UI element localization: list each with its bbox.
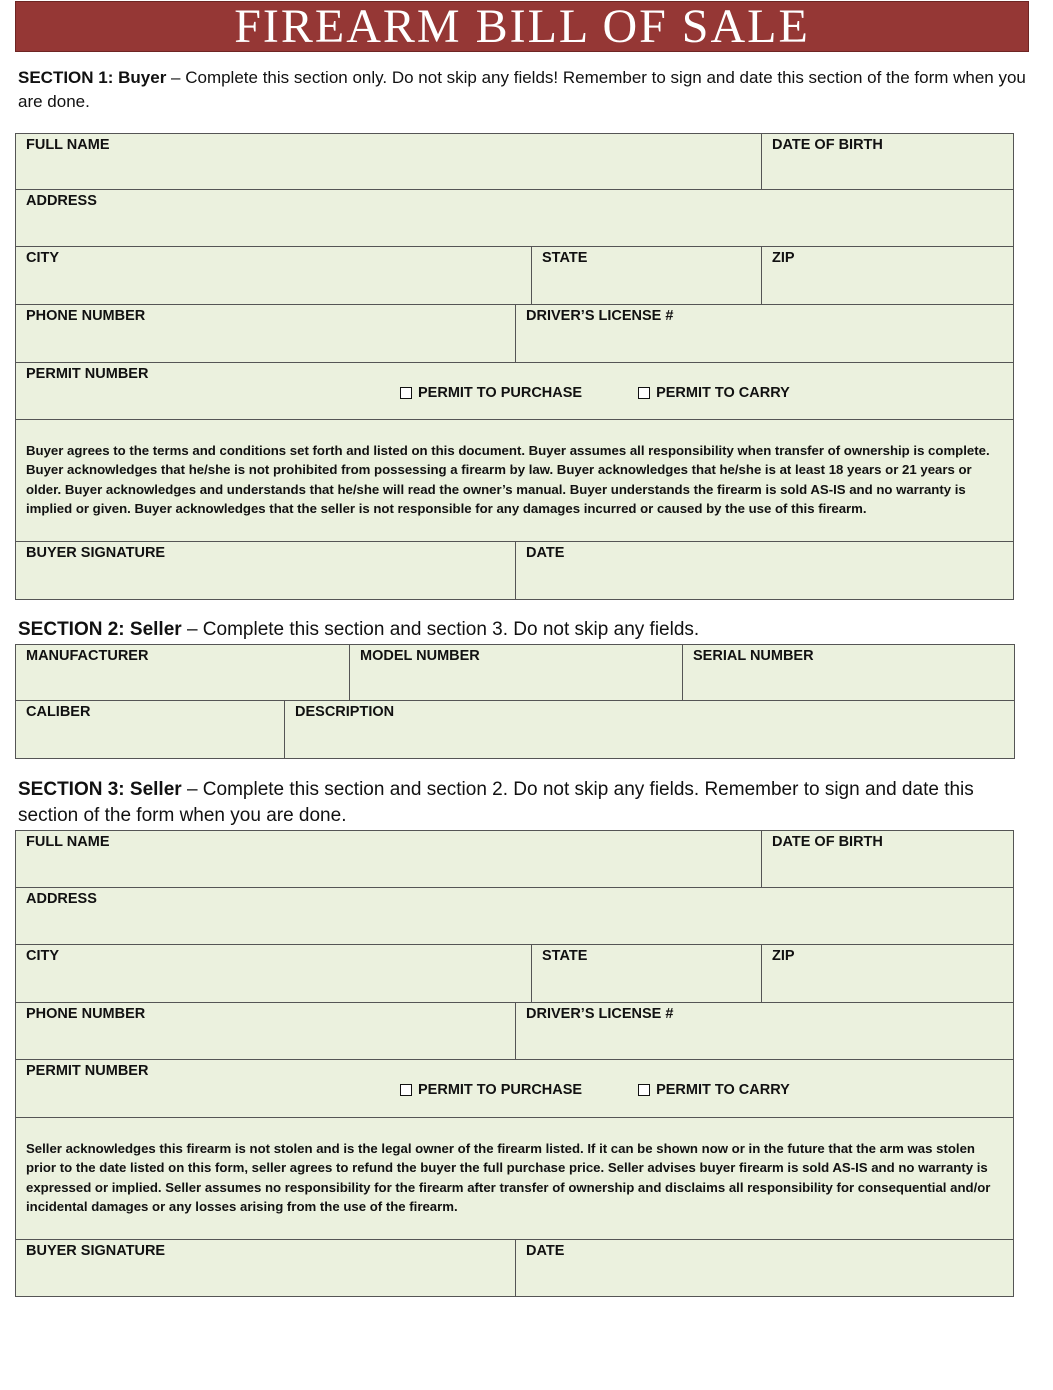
seller-address-label: ADDRESS bbox=[26, 891, 97, 907]
seller-permit-options bbox=[400, 1082, 790, 1098]
section1-heading bbox=[18, 66, 1048, 114]
seller-permit-to-carry-checkbox[interactable] bbox=[638, 1084, 650, 1096]
buyer-permit-to-purchase-checkbox[interactable] bbox=[400, 387, 412, 399]
buyer-full-name-label: FULL NAME bbox=[26, 137, 110, 153]
seller-date-label: DATE bbox=[526, 1243, 565, 1259]
description-label: DESCRIPTION bbox=[295, 704, 395, 720]
caliber-field[interactable] bbox=[16, 701, 284, 758]
seller-permit-number-label: PERMIT NUMBER bbox=[26, 1063, 149, 1079]
seller-phone-label: PHONE NUMBER bbox=[26, 1006, 146, 1022]
buyer-permit-to-carry-label: PERMIT TO CARRY bbox=[656, 385, 790, 401]
buyer-dob-field[interactable] bbox=[761, 134, 1013, 189]
buyer-license-label: DRIVER’S LICENSE # bbox=[526, 308, 674, 324]
seller-state-label: STATE bbox=[542, 948, 588, 964]
buyer-permit-to-carry-checkbox[interactable] bbox=[638, 387, 650, 399]
section2-heading bbox=[18, 617, 699, 643]
buyer-address-label: ADDRESS bbox=[26, 193, 97, 209]
buyer-state-label: STATE bbox=[542, 250, 588, 266]
buyer-permit-to-purchase-option[interactable] bbox=[400, 385, 582, 401]
seller-city-field[interactable] bbox=[16, 945, 531, 1002]
buyer-state-field[interactable] bbox=[531, 247, 761, 304]
buyer-full-name-field[interactable] bbox=[16, 134, 761, 189]
seller-form bbox=[15, 830, 1014, 1297]
section3-heading-instructions: – Complete this section and section 2. Do not skip any fields. Remember to sign and date this section of the form when you are done. bbox=[18, 779, 974, 826]
buyer-signature-field[interactable] bbox=[16, 542, 515, 599]
manufacturer-field[interactable] bbox=[16, 645, 349, 700]
buyer-phone-field[interactable] bbox=[16, 305, 515, 362]
seller-permit-to-purchase-label: PERMIT TO PURCHASE bbox=[418, 1082, 583, 1098]
seller-permit-number-field[interactable] bbox=[16, 1060, 1013, 1117]
seller-state-field[interactable] bbox=[531, 945, 761, 1002]
buyer-address-field[interactable] bbox=[16, 190, 1013, 246]
buyer-signature-label: BUYER SIGNATURE bbox=[26, 545, 166, 561]
model-number-label: MODEL NUMBER bbox=[360, 648, 480, 664]
buyer-license-field[interactable] bbox=[515, 305, 1013, 362]
buyer-city-field[interactable] bbox=[16, 247, 531, 304]
seller-permit-to-purchase-option[interactable] bbox=[400, 1082, 582, 1098]
buyer-date-field[interactable] bbox=[515, 542, 1013, 599]
section3-heading-label: SECTION 3: Seller bbox=[18, 779, 182, 800]
firearm-form bbox=[15, 644, 1015, 759]
title-banner bbox=[15, 1, 1029, 52]
buyer-city-label: CITY bbox=[26, 250, 60, 266]
seller-date-field[interactable] bbox=[515, 1240, 1013, 1296]
seller-license-field[interactable] bbox=[515, 1003, 1013, 1059]
buyer-permit-number-field[interactable] bbox=[16, 363, 1013, 419]
buyer-terms-text: Buyer agrees to the terms and conditions set forth and listed on this document. Buyer assumes all responsibility when transfer of ownership is complete. Buyer acknowledges that he/she is not prohibited from possessing a firearm by law. Buyer acknowledges that he/she is at least 18 years or 21 years or older. Buyer acknowledges and understands that he/she will read the owner’s manual. Buyer understands the firearm is sold AS-IS and no warranty is implied or given. Buyer acknowledges that the seller is not responsible for any damages incurred or caused by the use of this firearm. bbox=[26, 443, 990, 516]
section3-heading bbox=[18, 777, 1018, 829]
seller-dob-label: DATE OF BIRTH bbox=[772, 834, 883, 850]
buyer-zip-field[interactable] bbox=[761, 247, 1013, 304]
buyer-permit-options bbox=[400, 385, 790, 401]
seller-permit-to-carry-label: PERMIT TO CARRY bbox=[656, 1082, 790, 1098]
buyer-form bbox=[15, 133, 1014, 600]
seller-city-label: CITY bbox=[26, 948, 60, 964]
buyer-phone-label: PHONE NUMBER bbox=[26, 308, 146, 324]
seller-license-label: DRIVER’S LICENSE # bbox=[526, 1006, 674, 1022]
seller-permit-to-carry-option[interactable] bbox=[638, 1082, 790, 1098]
seller-permit-to-purchase-checkbox[interactable] bbox=[400, 1084, 412, 1096]
buyer-zip-label: ZIP bbox=[772, 250, 795, 266]
seller-address-field[interactable] bbox=[16, 888, 1013, 944]
section1-heading-label: SECTION 1: Buyer bbox=[18, 68, 167, 87]
seller-terms-text: Seller acknowledges this firearm is not stolen and is the legal owner of the firearm listed. If it can be shown now or in the future that the arm was stolen prior to the date listed on this form, seller agrees to refund the buyer the full purchase price. Seller advises buyer firearm is sold AS-IS and no warranty is expressed or implied. Seller assumes no responsibility for the firearm after transfer of ownership and disclaims all responsibility for consequential and/or incidental damages or any losses arising from the use of the firearm. bbox=[26, 1141, 991, 1214]
seller-phone-field[interactable] bbox=[16, 1003, 515, 1059]
serial-number-label: SERIAL NUMBER bbox=[693, 648, 814, 664]
buyer-date-label: DATE bbox=[526, 545, 565, 561]
seller-form-signature-field[interactable] bbox=[16, 1240, 515, 1296]
model-number-field[interactable] bbox=[349, 645, 682, 700]
section1-heading-instructions: – Complete this section only. Do not skip any fields! Remember to sign and date this section of the form when you are done. bbox=[18, 68, 1026, 111]
section2-heading-instructions: – Complete this section and section 3. Do not skip any fields. bbox=[181, 619, 700, 640]
seller-zip-label: ZIP bbox=[772, 948, 795, 964]
caliber-label: CALIBER bbox=[26, 704, 91, 720]
buyer-permit-number-label: PERMIT NUMBER bbox=[26, 366, 149, 382]
manufacturer-label: MANUFACTURER bbox=[26, 648, 149, 664]
buyer-permit-to-purchase-label: PERMIT TO PURCHASE bbox=[418, 385, 583, 401]
page-title: FIREARM BILL OF SALE bbox=[234, 0, 810, 53]
seller-zip-field[interactable] bbox=[761, 945, 1013, 1002]
seller-form-signature-label: BUYER SIGNATURE bbox=[26, 1243, 166, 1259]
section2-heading-label: SECTION 2: Seller bbox=[18, 619, 182, 640]
buyer-permit-to-carry-option[interactable] bbox=[638, 385, 790, 401]
seller-full-name-label: FULL NAME bbox=[26, 834, 110, 850]
description-field[interactable] bbox=[284, 701, 1014, 758]
buyer-dob-label: DATE OF BIRTH bbox=[772, 137, 883, 153]
serial-number-field[interactable] bbox=[682, 645, 1014, 700]
seller-dob-field[interactable] bbox=[761, 831, 1013, 887]
seller-full-name-field[interactable] bbox=[16, 831, 761, 887]
